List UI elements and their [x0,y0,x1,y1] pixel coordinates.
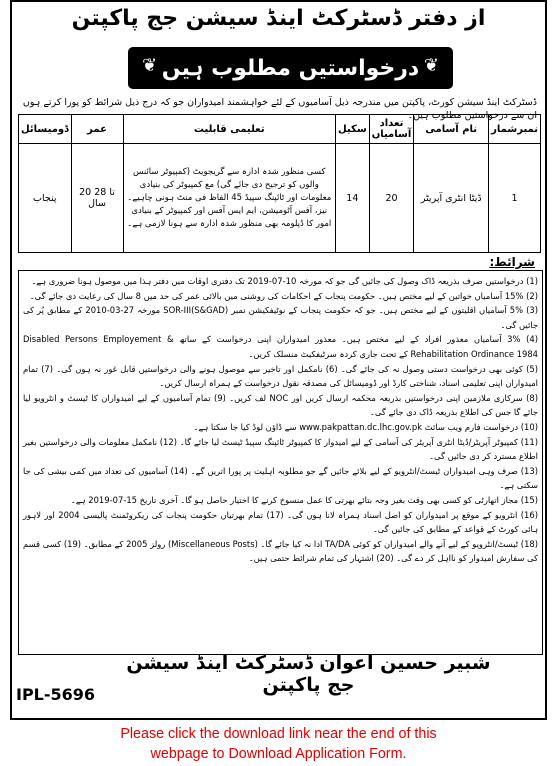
condition-item: (10) درخواست فارم ویب سائٹ www.pakpattan.dc.lhc.gov.pk سے ڈاؤن لوڈ کیا جا سکتا ہے۔ [193,421,538,432]
banner-text: درخواستیں مطلوب ہیں [161,55,420,81]
download-note-line2: webpage to Download Application Form. [150,746,407,762]
cell-age: 20 تا 28 سال [71,144,123,253]
cell-post: ڈیٹا انٹری آپریٹر [414,144,489,253]
header-scale: سکیل [336,115,370,144]
office-title: از دفتر ڈسٹرکٹ اینڈ سیشن جج پاکپتن [71,6,486,31]
condition-item: (4) 3% آسامیاں معذور افراد کے لیے مختص ہیں۔ معذور امیدواران اپنی درخواست کے ساتھ Disabled Persons Employement & Rehabilitation Ordinance 1984 کے تحت جاری کردہ سرٹیفکیٹ منسلک کریں۔ [23,334,538,359]
cell-serial: 1 [489,144,541,253]
condition-item: (18) ٹیسٹ/انٹرویو کے لیے آنے والے امیدواران کو کوئی TA/DA ادا نہ کیا جائے گا۔ (Miscellaneous Posts) رولز 2005 کے مطابق۔ (19) کسی قسم کی سفارش امیدوار کو نااہل کر دے گی۔ (20) اشتہار کی تمام شرائط حتمی ہیں۔ [23,538,539,564]
newspaper-ad [10,0,547,720]
cell-count: 20 [369,144,414,253]
ornament-icon: ❦ [423,55,439,76]
signature: شبیر حسین اعوان ڈسٹرکٹ اینڈ سیشن جج پاکپتن [126,652,491,696]
applications-wanted-banner [128,47,453,89]
header-qualification: تعلیمی قابلیت [123,115,336,144]
ad-code: IPL-5696 [16,685,96,704]
condition-item: (8) سرکاری ملازمین اپنی درخواستیں بذریعہ محکمہ ارسال کریں اور NOC لف کریں۔ (9) تمام آسامیوں کے لیے امیدواران کا ٹیسٹ و انٹرویو لیا جائے گا جس کی اطلاع بذریعہ ڈاک دی جائے گی۔ [23,392,538,418]
header-age: عمر [71,115,123,144]
table-header-row [19,115,541,144]
condition-item: (3) 5% آسامیاں اقلیتوں کے لیے مختص ہیں۔ جو کہ حکومت پنجاب کے نوٹیفکیشن نمبر SOR-III(S&GAD) مورخہ 27-03-2010 کے مطابق پُر کی جائیں گی۔ [23,305,539,330]
cell-scale: 14 [336,144,370,253]
vacancy-table [18,114,541,253]
download-note-line1: Please click the download link near the end of this [120,726,437,742]
condition-item: (1) درخواستیں صرف بذریعہ ڈاک وصول کی جائیں گی جو کہ مورخہ 10-07-2019 تک دفتری اوقات میں دفتر ہذا میں موصول ہونا ضروری ہے۔ [31,276,538,286]
conditions-heading: شرائط: [489,255,535,269]
header-post: نام آسامی [414,115,489,144]
header-domicile: ڈومیسائل [19,115,72,144]
condition-item: (13) صرف وہی امیدواران ٹیسٹ/انٹرویو کے لیے بلائے جائیں گے جو مطلوبہ اہلیت پر پورا اتریں گے۔ (14) آسامیوں کی تعداد میں کمی بیشی کی جا سکتی ہے۔ [23,465,538,491]
intro-text: ڈسٹرکٹ اینڈ سیشن کورٹ، پاکپتن میں مندرجہ ذیل آسامیوں کے لئے خواہشمند امیدواران جو کہ درج ذیل شرائط کو پورا کرتے ہوں ان سے درخواستیں مطلوب ہیں۔ [22,97,537,121]
table-row [19,144,541,253]
conditions-box [18,270,543,655]
header-count: تعداد آسامیاں [369,115,414,144]
condition-item: (16) انٹرویو کے موقع پر امیدواران کو اصل اسناد ہمراہ لانا ہوں گی۔ (17) تمام بھرتیاں حکومت پنجاب کی ریکروٹمنٹ پالیسی 2004 اور لاہور ہائی کورٹ کے قواعد کے مطابق کی جائیں گی۔ [23,509,538,535]
condition-item: (15) مجاز اتھارٹی کو کسی بھی وقت بغیر وجہ بتائے بھرتی کا عمل منسوخ کرنے کا اختیار حاصل ہو گا۔ آخری تاریخ 15-07-2019 ہے۔ [70,494,538,505]
ornament-icon: ❦ [142,55,158,76]
condition-item: (5) کوئی بھی درخواست دستی وصول نہ کی جائے گی۔ (6) نامکمل اور تاخیر سے موصول ہونے والی درخواستیں قابل غور نہ ہوں گی۔ (7) تمام امیدواران اپنی تعلیمی اسناد، شناختی کارڈ اور ڈومیسائل کی مصدقہ نقول درخواست کے ہمراہ ارسال کریں۔ [23,363,539,389]
cell-qualification: کسی منظور شدہ ادارہ سے گریجویٹ (کمپیوٹر سائنس والوں کو ترجیح دی جائے گی) مع کمپیوٹر کی بنیادی معلومات اور ٹائپنگ سپیڈ 45 الفاظ فی منٹ ہونی چاہیے۔ نیز، آفس آٹومیشن، ایم ایس آفس اور کمپیوٹر کے بنیادی امور کا ڈپلومہ بھی منظور شدہ ادارہ سے ہونا لازمی ہے۔ [123,144,336,253]
condition-item: (11) کمپیوٹر آپریٹر/ڈیٹا انٹری آپریٹر کی آسامی کے لیے امیدوار کا کمپیوٹر ٹائپنگ سپیڈ ٹیسٹ لیا جائے گا۔ (12) نامکمل معلومات والی درخواستیں بغیر اطلاع مسترد کر دی جائیں گی۔ [23,436,538,462]
download-note [0,724,557,764]
condition-item: (2) 15% آسامیاں خواتین کے لیے مختص ہیں۔ حکومت پنجاب کے احکامات کی روشنی میں بالائی عمر کی حد میں 8 سال کی رعایت دی جائے گی۔ [29,290,538,301]
header-serial: نمبرشمار [489,115,541,144]
cell-domicile: پنجاب [19,144,72,253]
